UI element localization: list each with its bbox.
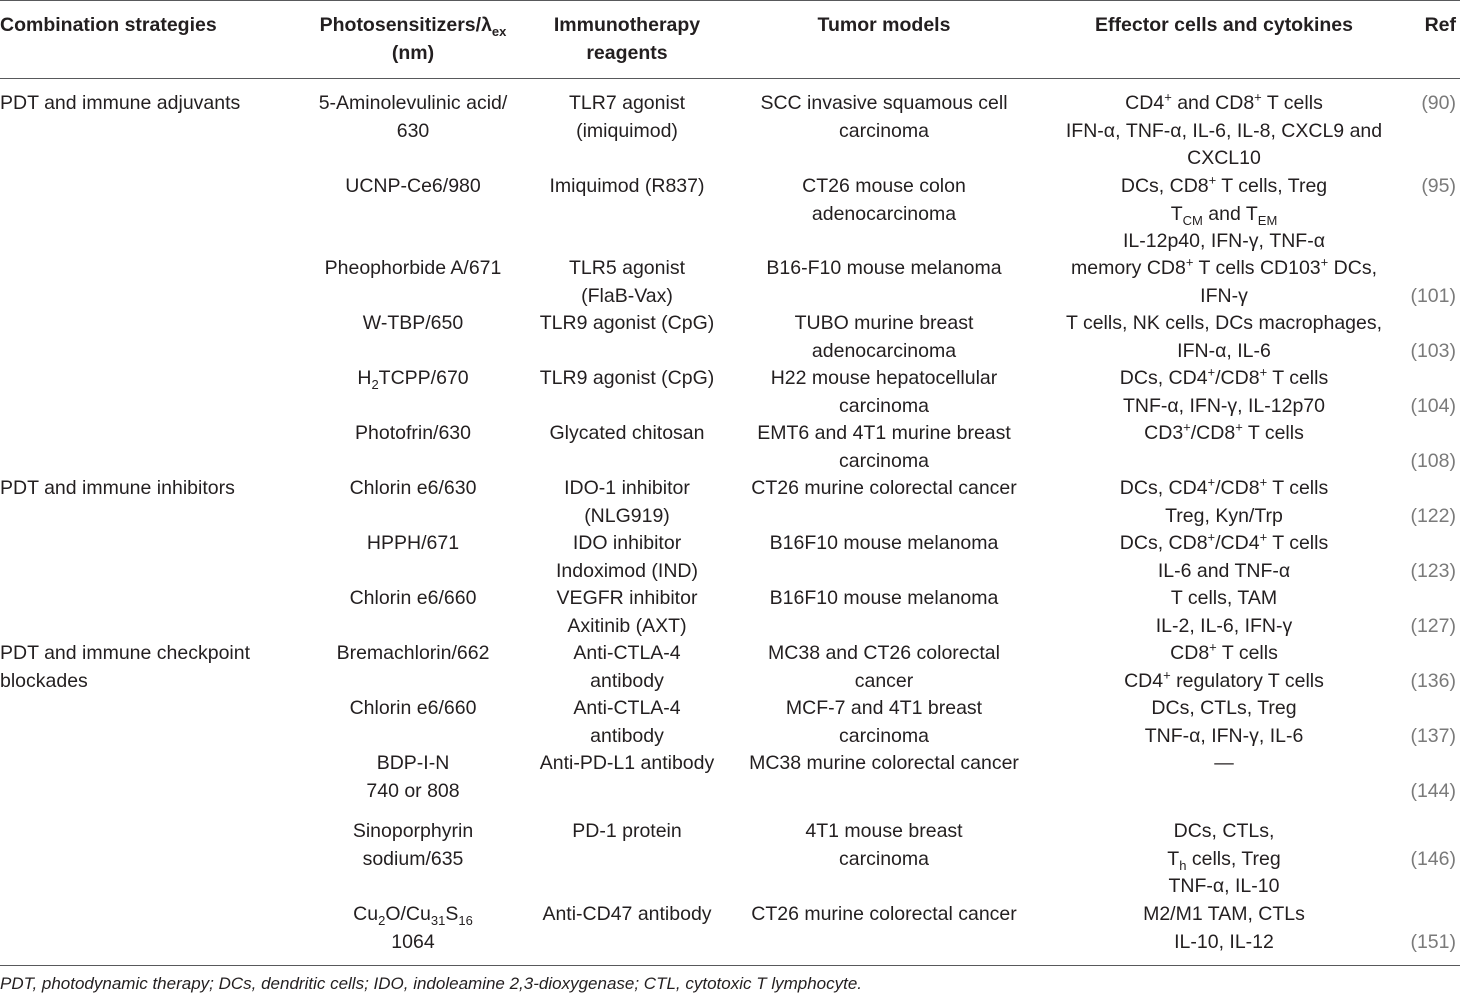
row13-photosensitizer: Sinoporphyrin sodium/635 [352,820,474,870]
row6-effector: CD3+/CD8+ T cells [1144,419,1304,444]
row10-reagent: Anti-CTLA-4 antibody [573,642,681,692]
row11-ref: (137) [1410,725,1456,747]
row10-effector: CD8+ T cells CD4+ regulatory T cells [1124,639,1324,692]
row8-ref: (123) [1410,560,1456,582]
header-strategy: Combination strategies [0,14,217,36]
row11-effector: DCs, CTLs, Treg TNF-α, IFN-γ, IL-6 [1144,697,1304,747]
row7-photosensitizer: Chlorin e6/630 [349,477,477,499]
header-ref: Ref [1424,14,1456,36]
row5-photosensitizer: $H_2TCPP/670$ [357,367,469,392]
row13-tumor-model: 4T1 mouse breast carcinoma [805,820,963,870]
row13-reagent: PD-1 protein [572,820,682,842]
row1-effector: CD4+ and CD8+ T cells IFN-α, TNF-α, IL-6, IL-8, CXCL9 and CXCL10 [1065,89,1383,169]
row4-photosensitizer: W-TBP/650 [362,312,464,334]
row13-ref: (146) [1410,848,1456,870]
row2-effector: DCs, CD8+ T cells, Treg $T_{CM}$ and $T_{EM}$ IL-12p40, IFN-γ, TNF-α [1120,172,1328,252]
row4-reagent: TLR9 agonist (CpG) [539,312,715,334]
row6-ref: (108) [1410,450,1456,472]
row14-effector: M2/M1 TAM, CTLs IL-10, IL-12 [1143,903,1305,953]
row11-reagent: Anti-CTLA-4 antibody [573,697,681,747]
table-footnote: PDT, photodynamic therapy; DCs, dendritic cells; IDO, indoleamine 2,3-dioxygenase; CTL, cytotoxic T lymphocyte. [0,974,863,993]
row2-reagent: Imiquimod (R837) [549,175,705,197]
row5-reagent: TLR9 agonist (CpG) [539,367,715,389]
row11-tumor-model: MCF-7 and 4T1 breast carcinoma [785,697,983,747]
header-effector: Effector cells and cytokines [1095,14,1353,36]
row3-tumor-model: B16-F10 mouse melanoma [766,257,1002,279]
row12-ref: (144) [1410,780,1456,802]
row1-ref: (90) [1421,92,1456,114]
row9-tumor-model: B16F10 mouse melanoma [769,587,999,609]
table-bottom-rule [0,965,1460,966]
row3-effector: memory CD8+ T cells CD103+ DCs, IFN-γ [1071,254,1377,307]
row8-effector: DCs, CD8+/CD4+ T cells IL-6 and TNF-α [1119,529,1329,582]
row1-photosensitizer: 5-Aminolevulinic acid/ 630 [318,92,508,142]
row10-photosensitizer: Bremachlorin/662 [336,642,490,664]
row12-tumor-model: MC38 murine colorectal cancer [749,752,1019,774]
header-photosensitizers: Photosensitizers/$\lambda_{ex}$ (nm) [319,14,507,64]
row13-effector: DCs, CTLs, $T_h$ cells, Treg TNF-α, IL-10 [1167,820,1281,897]
row12-effector: — [1214,752,1234,774]
table-header-rule [0,78,1460,79]
header-immunotherapy: Immunotherapy reagents [553,14,701,64]
group-checkpoint-blockades: PDT and immune checkpoint blockades [0,642,251,692]
row6-photosensitizer: Photofrin/630 [354,422,472,444]
row6-reagent: Glycated chitosan [549,422,705,444]
row7-effector: DCs, CD4+/CD8+ T cells Treg, Kyn/Trp [1119,474,1329,527]
row12-photosensitizer: BDP-I-N 740 or 808 [366,752,460,802]
header-tumor-models: Tumor models [817,14,951,36]
row2-photosensitizer: UCNP-Ce6/980 [345,175,481,197]
row2-tumor-model: CT26 mouse colon adenocarcinoma [802,175,966,225]
row4-effector: T cells, NK cells, DCs macrophages, IFN-α, IL-6 [1065,312,1383,362]
row9-photosensitizer: Chlorin e6/660 [349,587,477,609]
row6-tumor-model: EMT6 and 4T1 murine breast carcinoma [757,422,1011,472]
row8-photosensitizer: HPPH/671 [366,532,460,554]
row3-photosensitizer: Pheophorbide A/671 [324,257,502,279]
row5-effector: DCs, CD4+/CD8+ T cells TNF-α, IFN-γ, IL-12p70 [1119,364,1329,417]
row10-ref: (136) [1410,670,1456,692]
row8-tumor-model: B16F10 mouse melanoma [769,532,999,554]
row11-photosensitizer: Chlorin e6/660 [349,697,477,719]
row1-reagent: TLR7 agonist (imiquimod) [569,92,685,142]
row3-reagent: TLR5 agonist (FlaB-Vax) [569,257,685,307]
row3-ref: (101) [1410,285,1456,307]
row9-effector: T cells, TAM IL-2, IL-6, IFN-γ [1155,587,1293,637]
row14-tumor-model: CT26 murine colorectal cancer [751,903,1017,925]
row9-ref: (127) [1410,615,1456,637]
group-immune-adjuvants: PDT and immune adjuvants [0,92,241,114]
row14-ref: (151) [1410,931,1456,953]
row4-ref: (103) [1410,340,1456,362]
row5-tumor-model: H22 mouse hepatocellular carcinoma [770,367,998,417]
group-immune-inhibitors: PDT and immune inhibitors [0,477,235,499]
row1-tumor-model: SCC invasive squamous cell carcinoma [760,92,1008,142]
row14-photosensitizer: $Cu_2O/Cu_{31}S_{16}$ 1064 [353,903,473,953]
row5-ref: (104) [1410,395,1456,417]
row9-reagent: VEGFR inhibitor Axitinib (AXT) [556,587,698,637]
row10-tumor-model: MC38 and CT26 colorectal cancer [768,642,1000,692]
row8-reagent: IDO inhibitor Indoximod (IND) [556,532,698,582]
row14-reagent: Anti-CD47 antibody [542,903,712,925]
table-top-rule [0,0,1460,1]
row2-ref: (95) [1421,175,1456,197]
row12-reagent: Anti-PD-L1 antibody [539,752,715,774]
row4-tumor-model: TUBO murine breast adenocarcinoma [794,312,974,362]
row7-ref: (122) [1410,505,1456,527]
row7-reagent: IDO-1 inhibitor (NLG919) [564,477,690,527]
row7-tumor-model: CT26 murine colorectal cancer [751,477,1017,499]
